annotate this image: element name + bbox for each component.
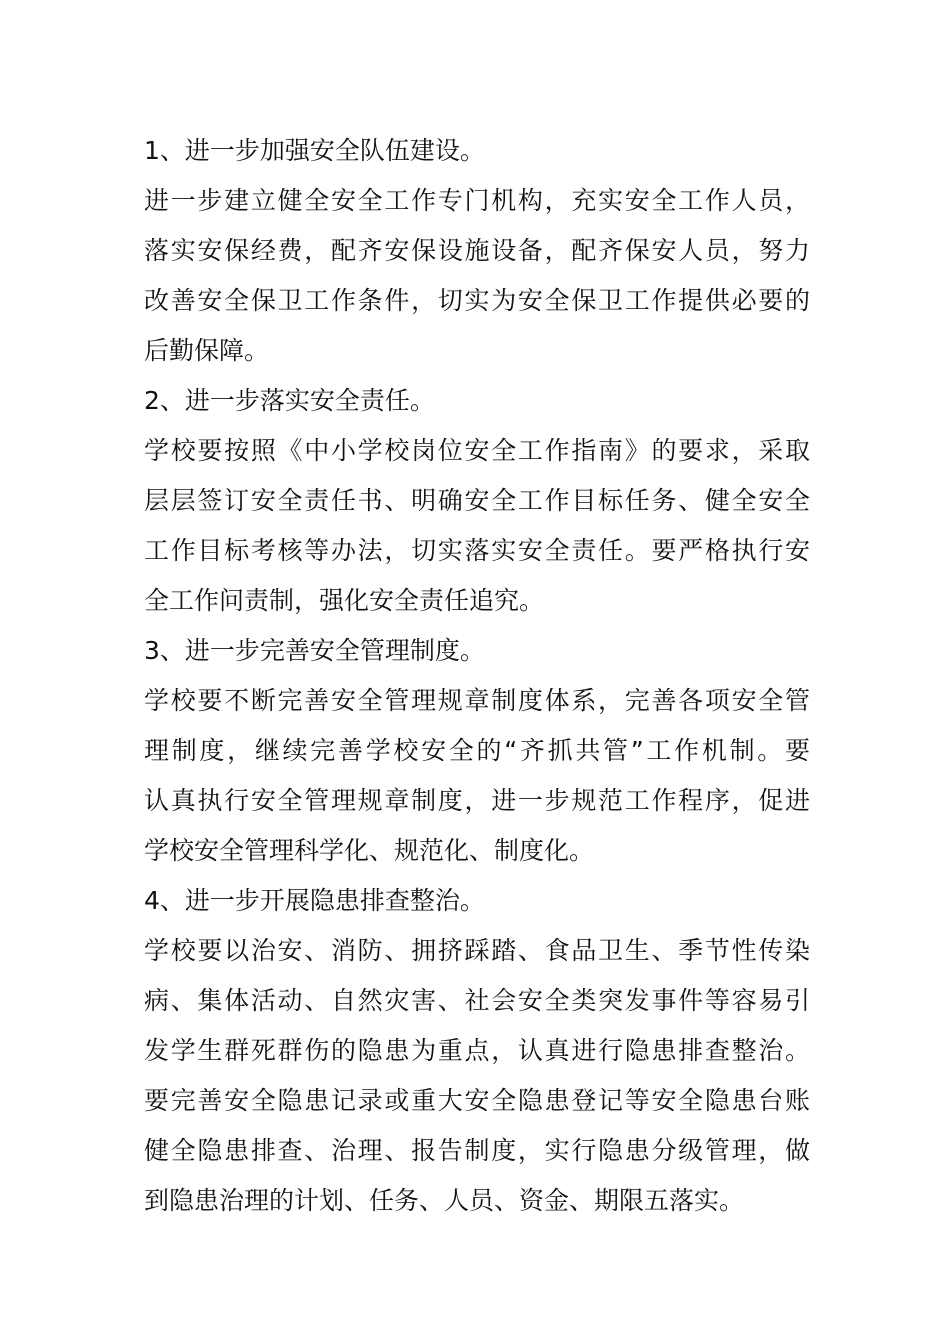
paragraph-line: 学校安全管理科学化、规范化、制度化。 (144, 836, 595, 865)
paragraph-line: 理制度，继续完善学校安全的“齐抓共管”工作机制。要 (144, 736, 810, 765)
paragraph-line: 改善安全保卫工作条件，切实为安全保卫工作提供必要的 (144, 286, 810, 315)
section-heading-1: 1、进一步加强安全队伍建设。 (144, 136, 485, 165)
section-heading-2: 2、进一步落实安全责任。 (144, 386, 435, 415)
paragraph-line: 进一步建立健全安全工作专门机构，充实安全工作人员， (144, 186, 810, 215)
paragraph-line: 全工作问责制，强化安全责任追究。 (144, 586, 545, 615)
paragraph-line: 学校要按照《中小学校岗位安全工作指南》的要求，采取 (144, 436, 810, 465)
section-heading-4: 4、进一步开展隐患排查整治。 (144, 886, 485, 915)
paragraph-line: 学校要不断完善安全管理规章制度体系，完善各项安全管 (144, 686, 810, 715)
paragraph-line: 要完善安全隐患记录或重大安全隐患登记等安全隐患台账 (144, 1086, 810, 1115)
paragraph-line: 病、集体活动、自然灾害、社会安全类突发事件等容易引 (144, 986, 810, 1015)
paragraph-line: 发学生群死群伤的隐患为重点，认真进行隐患排查整治。 (144, 1036, 810, 1065)
paragraph-line: 学校要以治安、消防、拥挤踩踏、食品卫生、季节性传染 (144, 936, 810, 965)
paragraph-line: 后勤保障。 (144, 336, 270, 365)
paragraph-line: 健全隐患排查、治理、报告制度，实行隐患分级管理，做 (144, 1136, 810, 1165)
paragraph-line: 认真执行安全管理规章制度，进一步规范工作程序，促进 (144, 786, 810, 815)
document-body (144, 126, 810, 1226)
paragraph-line: 层层签订安全责任书、明确安全工作目标任务、健全安全 (144, 486, 810, 515)
paragraph-line: 落实安保经费，配齐安保设施设备，配齐保安人员，努力 (144, 236, 810, 265)
paragraph-line: 到隐患治理的计划、任务、人员、资金、期限五落实。 (144, 1186, 745, 1215)
section-heading-3: 3、进一步完善安全管理制度。 (144, 636, 485, 665)
paragraph-line: 工作目标考核等办法，切实落实安全责任。要严格执行安 (144, 536, 810, 565)
